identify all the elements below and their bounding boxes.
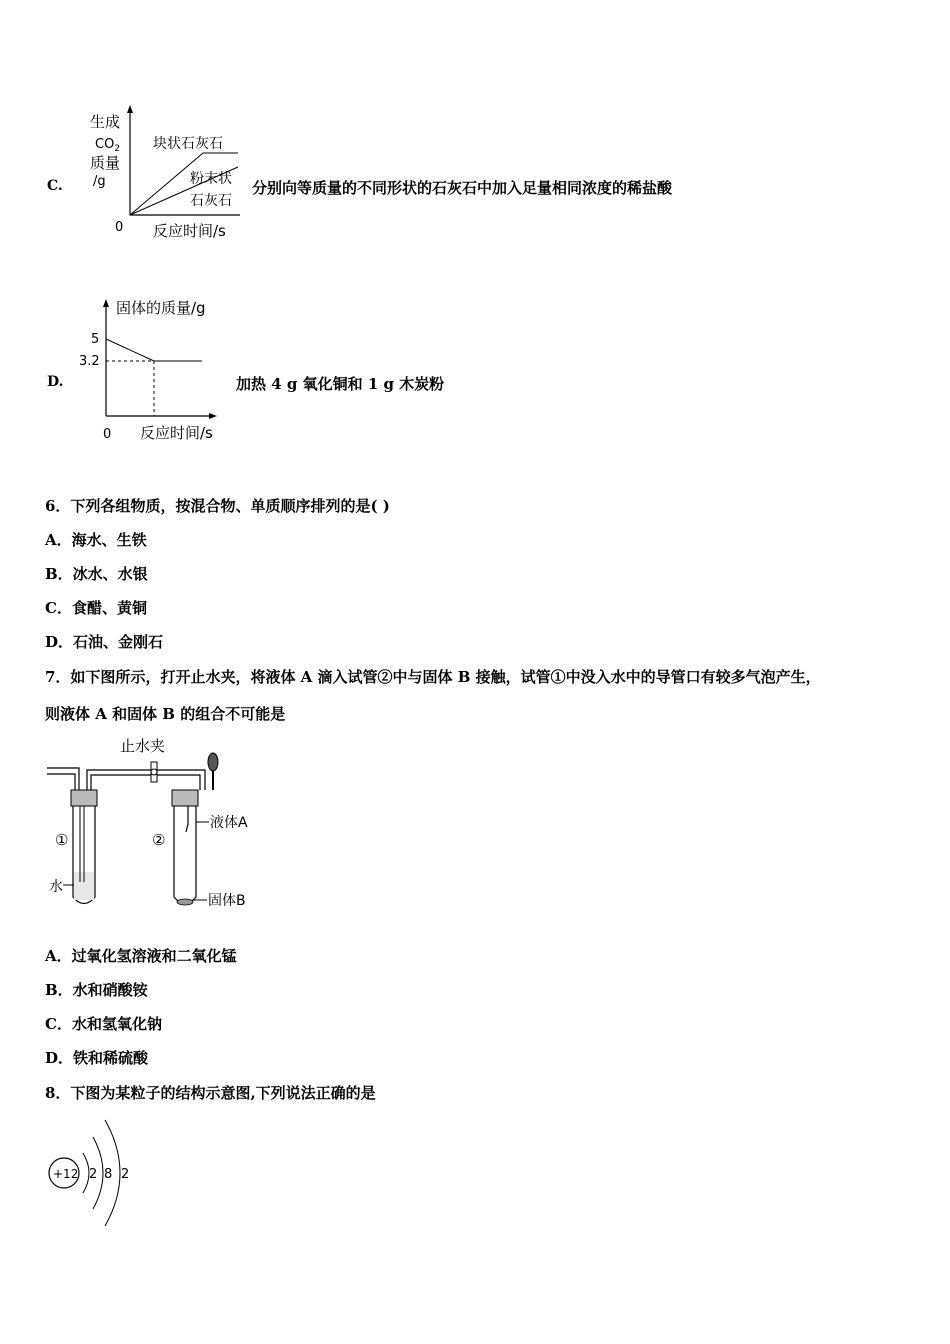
powder-limestone-label-2: 石灰石 <box>190 193 232 209</box>
dropper-bulb-icon <box>208 753 218 771</box>
test-tube-apparatus <box>45 732 275 917</box>
option-d-label: D. <box>47 374 64 390</box>
option-c-label: C. <box>47 178 63 194</box>
option-c-text: 分别向等质量的不同形状的石灰石中加入足量相同浓度的稀盐酸 <box>252 179 673 197</box>
q6-option-b: B．冰水、水银 <box>45 565 148 583</box>
q7-stem-line-2: 则液体 A 和固体 B 的组合不可能是 <box>45 705 286 723</box>
connecting-pipe-right <box>185 770 205 790</box>
dropper-tip <box>186 806 188 832</box>
q6-option-a: A．海水、生铁 <box>45 531 147 549</box>
x-axis-label: 反应时间/s <box>153 222 226 240</box>
solid-mass-graph <box>78 296 248 446</box>
option-d-text: 加热 4 g 氧化铜和 1 g 木炭粉 <box>236 375 445 393</box>
q6-stem: 6．下列各组物质，按混合物、单质顺序排列的是( ) <box>45 497 390 515</box>
q6-option-c: C．食醋、黄铜 <box>45 599 147 617</box>
liquid-a-label: 液体A <box>210 815 248 831</box>
solid-b-label: 固体B <box>208 893 246 909</box>
atom-structure-diagram <box>45 1115 155 1230</box>
y-label-1: 生成 <box>90 113 121 131</box>
mass-decline-line <box>106 339 154 361</box>
stopper-1 <box>71 790 97 806</box>
nucleus-charge: +12 <box>53 1167 79 1181</box>
shell-3-electrons: 2 <box>121 1167 130 1182</box>
shell-2-electrons: 8 <box>104 1167 113 1182</box>
lump-limestone-label: 块状石灰石 <box>153 136 223 152</box>
y-axis-arrow <box>103 299 109 307</box>
q6-option-d: D．石油、金刚石 <box>45 633 164 651</box>
q7-option-a: A．过氧化氢溶液和二氧化锰 <box>45 947 237 965</box>
y-label-3: 质量 <box>90 154 121 172</box>
q8-stem: 8．下图为某粒子的结构示意图,下列说法正确的是 <box>45 1084 376 1102</box>
co2-mass-graph <box>85 105 255 245</box>
x-axis-label: 反应时间/s <box>140 424 213 442</box>
delivery-tube-left <box>47 768 79 790</box>
stopper-2 <box>172 790 198 806</box>
y-label-2: $CO_2$ <box>95 137 121 154</box>
solid-b-particles <box>177 899 193 905</box>
q7-option-b: B．水和硝酸铵 <box>45 981 148 999</box>
connecting-pipe <box>87 770 185 790</box>
shell-1-electrons: 2 <box>89 1167 98 1182</box>
test-tube-2 <box>174 806 196 904</box>
tick-3-2: 3.2 <box>79 354 100 369</box>
clamp-label: 止水夹 <box>120 737 166 755</box>
origin-label: 0 <box>115 220 124 235</box>
tick-5: 5 <box>91 332 100 347</box>
y-axis-arrow <box>127 105 133 113</box>
water-label: 水 <box>49 879 63 895</box>
y-axis-label: 固体的质量/g <box>116 299 206 317</box>
origin-label: 0 <box>103 427 112 442</box>
tube-1-label: ① <box>55 831 69 849</box>
q7-stem-line-1: 7．如下图所示，打开止水夹，将液体 A 滴入试管②中与固体 B 接触，试管①中没入水中的导管口有较多气泡产生， <box>45 668 821 686</box>
tube-2-label: ② <box>152 831 166 849</box>
q7-option-d: D．铁和稀硫酸 <box>45 1049 149 1067</box>
x-axis-arrow <box>209 413 217 419</box>
q7-option-c: C．水和氢氧化钠 <box>45 1015 162 1033</box>
powder-limestone-label-1: 粉末状 <box>190 171 232 187</box>
y-label-4: /g <box>93 174 106 189</box>
